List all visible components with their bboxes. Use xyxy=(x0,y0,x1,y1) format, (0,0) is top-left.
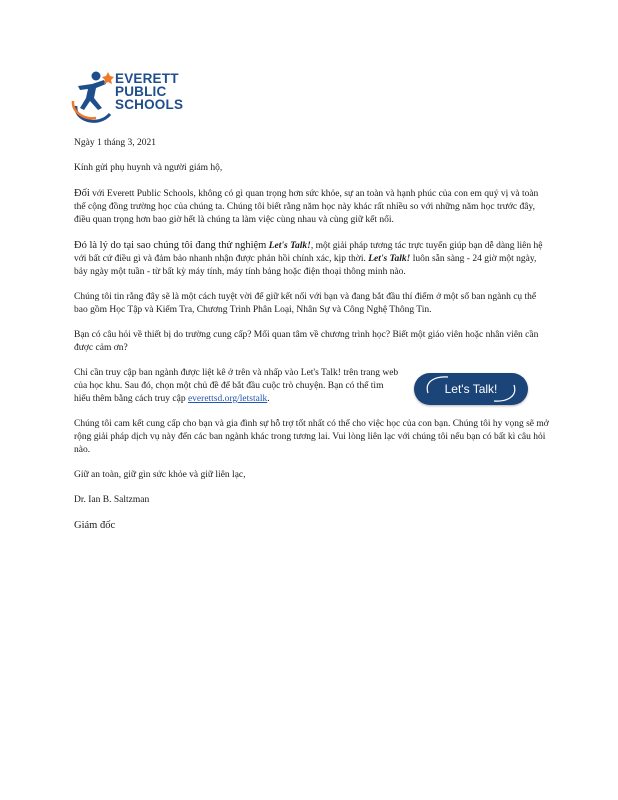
logo-line-schools: SCHOOLS xyxy=(115,97,184,112)
paragraph-2-text: , một giải pháp tương tác trực tuyến giúp bạn dễ dàng liên hệ với bất cứ điều gì và đảm bảo nhanh nhận được phản hồi chính xác, kịp thời. xyxy=(74,241,543,264)
paragraph-2-lead: Đó là lý do tại sao chúng tôi đang thử nghiệm xyxy=(74,240,267,251)
paragraph-3: Chúng tôi tin rằng đây sẽ là một cách tuyệt vời để giữ kết nối với bạn và đang bắt đầu thí điểm ở một số ban ngành cụ thể bao gồm Học Tập và Kiểm Tra, Chương Trình Phân Loại, Nhân Sự và Công Nghệ Thông Tin. xyxy=(74,292,537,315)
paragraph-5-text: Chỉ cần truy cập ban ngành được liệt kê ở trên và nhấp vào Let's Talk! trên trang web của học khu. Sau đó, chọn một chủ đề để bắt đầu cuộc trò chuyện. Bạn có thể tìm hiểu thêm bằng cách truy cập xyxy=(74,368,399,404)
paragraph-6: Chúng tôi cam kết cung cấp cho bạn và gia đình sự hỗ trợ tốt nhất có thể cho việc học của con bạn. Chúng tôi hy vọng sẽ mở rộng giải pháp dịch vụ này đến các ban ngành khác trong tương lai. Vui lòng liên lạc với chúng tôi nếu bạn có bất kì câu hỏi nào. xyxy=(74,419,549,455)
paragraph-4: Bạn có câu hỏi về thiết bị do trường cung cấp? Mối quan tâm về chương trình học? Biết một giáo viên hoặc nhân viên cần được cảm ơn? xyxy=(74,330,539,353)
letter-closing: Giữ an toàn, giữ gìn sức khỏe và giữ liên lạc, xyxy=(74,470,246,480)
lets-talk-badge-label: Let's Talk! xyxy=(444,381,498,396)
letstalk-link[interactable]: everettsd.org/letstalk xyxy=(187,394,268,404)
paragraph-1-lead: Đối xyxy=(74,188,90,199)
letter-greeting: Kính gửi phụ huynh và người giám hộ, xyxy=(74,163,223,173)
signature-title: Giám đốc xyxy=(74,520,116,531)
letter-date: Ngày 1 tháng 3, 2021 xyxy=(74,138,157,148)
paragraph-2-brand: Let's Talk! xyxy=(268,241,311,251)
letter-body xyxy=(74,137,550,544)
paragraph-5: Chỉ cần truy cập ban ngành được liệt kê ở trên và nhấp vào Let's Talk! trên trang web của học khu. Sau đó, chọn một chủ đề để bắt đầu cuộc trò chuyện. Bạn có thể tìm hiểu thêm bằng cách truy cập everettsd.org/letstalk. xyxy=(74,368,399,404)
paragraph-1 xyxy=(74,187,550,227)
lets-talk-badge[interactable] xyxy=(414,373,528,405)
swoosh-icon xyxy=(414,373,528,405)
logo-line-everett: EVERETT xyxy=(115,71,179,86)
lets-talk-row xyxy=(74,367,550,406)
runner-globe-logo-icon xyxy=(70,68,116,126)
signature-name: Dr. Ian B. Saltzman xyxy=(74,495,150,505)
paragraph-2-brand-2: Let's Talk! xyxy=(368,254,411,264)
district-logo xyxy=(70,68,200,128)
logo-line-public: PUBLIC xyxy=(115,84,167,99)
paragraph-1-text: với Everett Public Schools, không có gì quan trọng hơn sức khỏe, sự an toàn và hạnh phúc của con em quý vị và toàn thể cộng đồng trường học của chúng ta. Chúng tôi biết rằng năm học này khác rất nhiều so với những năm học trước đây, điều quan trọng hơn bao giờ hết là chúng ta làm việc cùng nhau và cùng giữ kết nối. xyxy=(74,189,539,225)
paragraph-2 xyxy=(74,239,550,279)
paragraph-2-tail: luôn sẵn sàng - 24 giờ một ngày, bảy ngày một tuần - từ bất kỳ máy tính, máy tính bảng hoặc điện thoại thông minh nào. xyxy=(74,254,537,277)
